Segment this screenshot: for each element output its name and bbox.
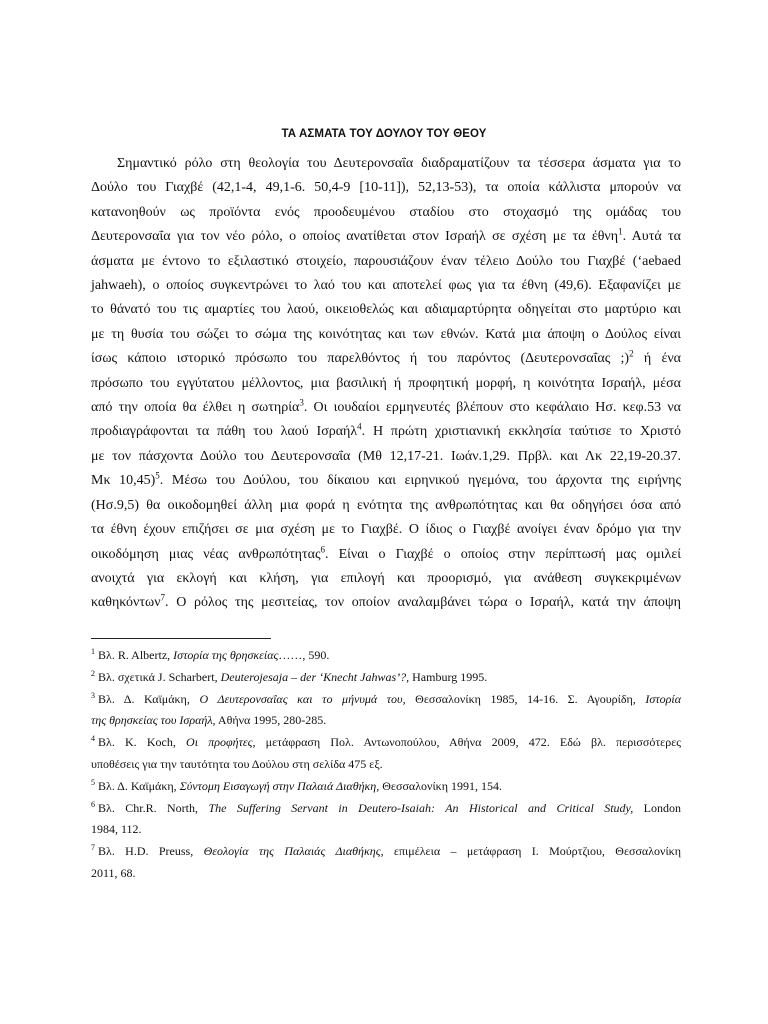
citation-title: Θεολογία της Παλαιάς Διαθήκης,: [203, 844, 384, 859]
footnote-text: Αθήνα 1995, 280-285.: [215, 713, 327, 728]
footnote-number: 1: [91, 647, 95, 656]
body-text-segment: κατανοηθούν ως προϊόντα ενός προοδευμένου σταδίου στο στοχασμό της ομάδας του: [91, 204, 681, 220]
body-text-segment: jahwaeh), ο οποίος συγκεντρώνει το λαό του και αποτελεί φως για τα έθνη (49,6). Εξαφανίζει με: [91, 278, 681, 294]
body-text-segment: ίσως κάποιο ιστορικό πρόσωπο του παρελθόντος ή του παρόντος (Δευτερονσαΐας ;): [91, 351, 630, 367]
body-text-segment: . Ο ρόλος της μεσιτείας, τον οποίον αναλαμβάνει τώρα ο Ισραήλ, κατά την άποψη: [165, 595, 681, 611]
body-text-segment: από την οποία θα έλθει η σωτηρία: [91, 400, 300, 416]
footnote-reference: 2: [629, 348, 634, 359]
citation-title: Ο Δευτερονσαΐας και το μήνυμά του,: [199, 691, 406, 706]
citation-title: Σύντομη Εισαγωγή στην Παλαιά Διαθήκη,: [179, 778, 380, 793]
body-line: [91, 298, 681, 322]
footnote-reference: 1: [618, 226, 623, 237]
footnote-number: 6: [91, 799, 95, 809]
body-line: [91, 591, 681, 615]
footnote-text: 1984, 112.: [91, 822, 142, 837]
body-line: [91, 274, 681, 298]
body-text-segment: Δευτερονσαΐα για τον νέο ρόλο, ο οποίος ανατίθεται στον Ισραήλ σε σχέση με τα έθνη: [91, 229, 619, 245]
footnote-line: [91, 710, 681, 732]
footnote-text: Θεσσαλονίκη 1991, 154.: [379, 778, 502, 793]
body-text-segment: τα έθνη έχουν επιζήσει σε μια σχέση με το Γιαχβέ. Ο ίδιος ο Γιαχβέ ανοίγει έναν δρόμο για την: [91, 522, 681, 538]
footnote-text: Βλ. Chr.R. North,: [98, 800, 209, 815]
footnote-text: ……, 590.: [278, 648, 330, 662]
body-paragraph: [91, 152, 681, 616]
footnotes-section: [91, 645, 681, 885]
body-line: [91, 518, 681, 542]
footnote-line: [91, 798, 681, 820]
body-text-segment: καθηκόντων: [91, 595, 161, 611]
footnote-text: London: [633, 800, 681, 815]
body-text-segment: ή ένα: [633, 351, 681, 367]
footnote-line: [91, 754, 681, 776]
body-text-segment: προδιαγράφονται τα πάθη του λαού Ισραήλ: [91, 424, 358, 440]
body-text-segment: με τη θυσία του σώζει το σώμα της κοινότητας και των εθνών. Κατά μια άποψη ο Δούλος είναι: [91, 326, 681, 342]
body-text-segment: το θάνατό του τις αμαρτίες του λαού, οικειοθελώς και αδιαμαρτύρητα οδηγείται στο μαρτύριο και: [91, 302, 681, 318]
footnote-number: 5: [91, 777, 95, 787]
footnote-text: Βλ. K. Koch,: [98, 735, 187, 750]
body-text-segment: Δούλο του Γιαχβέ (42,1-4, 49,1-6. 50,4-9 [10-11]), 52,13-53), τα οποία κάλλιστα μπορούν να: [91, 180, 681, 196]
footnote-reference: 6: [320, 543, 325, 554]
body-line: [91, 543, 681, 567]
footnote-number: 7: [91, 843, 95, 853]
body-line: [91, 420, 681, 444]
citation-title: Οι προφήτες,: [186, 735, 256, 750]
body-text-segment: άσματα με έντονο το εξιλαστικό στοιχείο, παρουσιάζουν έναν τέλειο Δούλο του Γιαχβέ (‘aebaed: [91, 253, 681, 269]
citation-title: της θρησκείας του Ισραήλ,: [91, 713, 216, 728]
citation-title: Deuterojesaja – der ‘Knecht Jahwas’?,: [220, 669, 410, 684]
body-text-segment: Σημαντικό ρόλο στη θεολογία του Δευτερονσαΐα διαδραματίζουν τα τέσσερα άσματα για το: [117, 156, 681, 171]
body-line: [91, 567, 681, 591]
body-text-segment: πρόσωπο του εγγύτατου μέλλοντος, μια βασιλική ή προφητική μορφή, η κοινότητα Ισραήλ, μέσα: [91, 375, 681, 391]
footnote-reference: 4: [357, 421, 362, 432]
body-line: [91, 225, 681, 249]
citation-title: The Suffering Servant in Deutero-Isaiah: An Historical and Critical Study,: [208, 800, 634, 815]
body-line: [91, 372, 681, 396]
footnote-text: Βλ. Δ. Καϊμάκη,: [98, 691, 200, 706]
body-text-segment: ανοιχτά για εκλογή και κλήση, για επιλογή και προορισμό, για ανάθεση συγκεκριμένων: [91, 570, 681, 586]
body-line: [91, 469, 681, 493]
body-line: [91, 323, 681, 347]
body-line: [91, 347, 681, 371]
footnote-reference: 3: [299, 397, 304, 408]
footnote-separator: [91, 638, 271, 639]
footnote-line: [91, 645, 681, 667]
body-text-segment: Μκ 10,45): [91, 473, 156, 489]
body-text-segment: . Αυτά τα: [622, 229, 681, 245]
citation-title: Ιστορία της θρησκείας: [173, 648, 279, 662]
body-text-segment: με τον πάσχοντα Δούλο του Δευτερονσαΐα (Μθ 12,17-21. Ιωάν.1,29. Πρβλ. και Λκ 22,19-20.37.: [91, 448, 681, 464]
body-line: [91, 176, 681, 200]
footnote-line: [91, 819, 681, 841]
body-text-segment: . Μέσω του Δούλου, του δίκαιου και ειρηνικού ηγεμόνα, του άρχοντα της ειρήνης: [159, 473, 681, 489]
body-line: [91, 201, 681, 225]
body-text-segment: . Η πρώτη χριστιανική εκκλησία ταύτισε το Χριστό: [361, 424, 681, 440]
footnote-text: Βλ. H.D. Preuss,: [98, 844, 204, 859]
body-line: [91, 445, 681, 469]
footnote-line: [91, 841, 681, 863]
body-line: [91, 396, 681, 420]
citation-title: Ιστορία: [645, 691, 682, 706]
body-text-segment: . Οι ιουδαίοι ερμηνευτές βλέπουν στο κεφάλαιο Ησ. κεφ.53 να: [303, 400, 682, 416]
footnote-text: μετάφραση Πολ. Αντωνοπούλου, Αθήνα 2009, 472. Εδώ βλ. περισσότερες: [255, 735, 681, 750]
footnote-line: [91, 667, 681, 689]
footnote-text: υποθέσεις για την ταυτότητα του Δούλου στη σελίδα 475 εξ.: [91, 756, 383, 771]
footnote-text: 2011, 68.: [91, 865, 136, 880]
body-text-segment: (Ησ.9,5) θα οικοδομηθεί άλλη μια φορά η ενότητα της ανθρωπότητας και θα οδηγήσει όσα από: [91, 497, 681, 513]
footnote-number: 2: [91, 668, 95, 678]
footnote-line: [91, 732, 681, 754]
footnote-number: 4: [91, 734, 95, 744]
footnote-text: Βλ. Δ. Καϊμάκη,: [98, 778, 180, 793]
footnote-line: [91, 689, 681, 711]
page-title: ΤΑ ΑΣΜΑΤΑ ΤΟΥ ΔΟΥΛΟΥ ΤΟΥ ΘΕΟΥ: [281, 128, 487, 140]
footnote-text: Hamburg 1995.: [409, 669, 488, 684]
footnote-line: [91, 863, 681, 885]
footnote-reference: 7: [160, 592, 166, 603]
footnote-text: Βλ. R. Albertz,: [98, 648, 174, 662]
body-line: [91, 250, 681, 274]
footnote-line: [91, 776, 681, 798]
footnote-number: 3: [91, 690, 95, 700]
body-line: [91, 152, 681, 176]
footnote-reference: 5: [155, 470, 160, 481]
footnote-text: επιμέλεια – μετάφραση Ι. Μούρτζιου, Θεσσαλονίκη: [383, 844, 681, 859]
footnote-text: Βλ. σχετικά J. Scharbert,: [98, 669, 221, 684]
body-line: [91, 494, 681, 518]
body-text-segment: οικοδόμηση μιας νέας ανθρωπότητας: [91, 546, 321, 562]
footnote-text: Θεσσαλονίκη 1985, 14-16. Σ. Αγουρίδη,: [405, 691, 646, 706]
body-text-segment: . Είναι ο Γιαχβέ ο οποίος στην περίπτωσή μας ομιλεί: [325, 546, 681, 562]
